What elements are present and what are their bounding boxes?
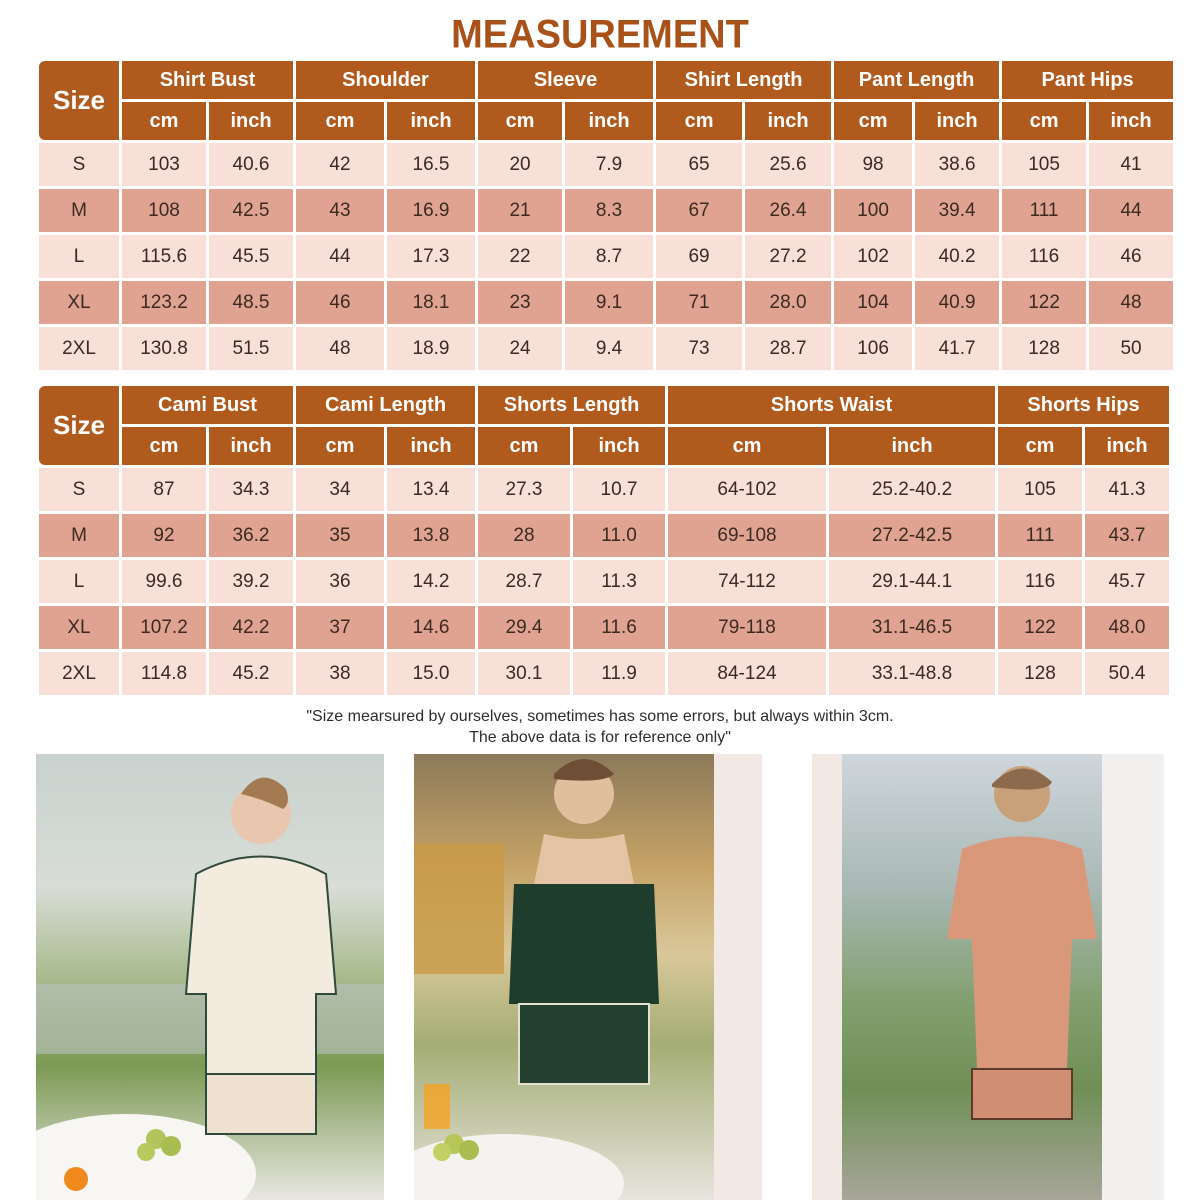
unit-header: cm — [478, 427, 570, 465]
measurement-cell: 46 — [1089, 235, 1173, 278]
measurement-cell: 50 — [1089, 327, 1173, 370]
note-line: The above data is for reference only" — [469, 729, 731, 746]
measurement-cell: 92 — [122, 514, 206, 557]
measurement-cell: 108 — [122, 189, 206, 232]
unit-header: cm — [296, 427, 384, 465]
measurement-cell: 21 — [478, 189, 562, 232]
measurement-cell: 9.1 — [565, 281, 653, 324]
column-group-header: Cami Length — [296, 386, 475, 424]
measurement-cell: 50.4 — [1085, 652, 1169, 695]
measurement-cell: 87 — [122, 468, 206, 511]
measurement-cell: 36.2 — [209, 514, 293, 557]
measurement-cell: 64-102 — [668, 468, 826, 511]
measurement-cell: 116 — [1002, 235, 1086, 278]
unit-header: inch — [1085, 427, 1169, 465]
measurement-cell: 114.8 — [122, 652, 206, 695]
measurement-cell: 43 — [296, 189, 384, 232]
measurement-cell: 36 — [296, 560, 384, 603]
measurement-cell: 13.4 — [387, 468, 475, 511]
measurement-cell: 24 — [478, 327, 562, 370]
measurement-cell: 48.0 — [1085, 606, 1169, 649]
measurement-cell: 48 — [1089, 281, 1173, 324]
size-cell: L — [39, 235, 119, 278]
measurement-cell: 14.6 — [387, 606, 475, 649]
column-group-header: Pant Length — [834, 61, 999, 99]
measurement-cell: 40.6 — [209, 143, 293, 186]
size-cell: S — [39, 143, 119, 186]
measurement-cell: 103 — [122, 143, 206, 186]
size-cell: 2XL — [39, 652, 119, 695]
table-row — [39, 189, 1173, 232]
measurement-cell: 65 — [656, 143, 742, 186]
product-photo-green-cami — [414, 754, 762, 1200]
model-illustration — [36, 754, 384, 1200]
measurement-cell: 18.9 — [387, 327, 475, 370]
measurement-cell: 122 — [998, 606, 1082, 649]
measurement-cell: 7.9 — [565, 143, 653, 186]
measurement-cell: 102 — [834, 235, 912, 278]
measurement-cell: 28.7 — [478, 560, 570, 603]
size-cell: M — [39, 514, 119, 557]
model-illustration — [414, 754, 762, 1200]
measurement-cell: 20 — [478, 143, 562, 186]
measurement-cell: 39.2 — [209, 560, 293, 603]
measurement-cell: 69 — [656, 235, 742, 278]
unit-header: cm — [656, 102, 742, 140]
unit-header: cm — [478, 102, 562, 140]
column-group-header: Shorts Hips — [998, 386, 1169, 424]
measurement-cell: 31.1-46.5 — [829, 606, 995, 649]
measurement-cell: 41 — [1089, 143, 1173, 186]
measurement-cell: 11.0 — [573, 514, 665, 557]
unit-header: inch — [387, 427, 475, 465]
size-cell: M — [39, 189, 119, 232]
column-group-header: Shirt Bust — [122, 61, 293, 99]
measurement-cell: 99.6 — [122, 560, 206, 603]
measurement-cell: 28.7 — [745, 327, 831, 370]
measurement-cell: 10.7 — [573, 468, 665, 511]
product-photo-pink-pajama — [812, 754, 1164, 1200]
table-row — [39, 327, 1173, 370]
measurement-cell: 41.3 — [1085, 468, 1169, 511]
unit-header: cm — [122, 102, 206, 140]
unit-header: inch — [209, 102, 293, 140]
measurement-cell: 29.4 — [478, 606, 570, 649]
measurement-cell: 26.4 — [745, 189, 831, 232]
unit-header: inch — [745, 102, 831, 140]
measurement-cell: 16.9 — [387, 189, 475, 232]
column-group-header: Shoulder — [296, 61, 475, 99]
unit-header: inch — [565, 102, 653, 140]
measurement-table-2 — [36, 383, 1172, 698]
measurement-cell: 100 — [834, 189, 912, 232]
measurement-cell: 11.6 — [573, 606, 665, 649]
size-cell: XL — [39, 606, 119, 649]
measurement-table-1 — [36, 58, 1176, 373]
table-row — [39, 560, 1169, 603]
measurement-cell: 45.7 — [1085, 560, 1169, 603]
measurement-cell: 98 — [834, 143, 912, 186]
unit-header: cm — [834, 102, 912, 140]
column-group-header: Sleeve — [478, 61, 653, 99]
column-group-header: Pant Hips — [1002, 61, 1173, 99]
measurement-cell: 29.1-44.1 — [829, 560, 995, 603]
measurement-cell: 122 — [1002, 281, 1086, 324]
unit-header: cm — [296, 102, 384, 140]
table-row — [39, 468, 1169, 511]
measurement-cell: 22 — [478, 235, 562, 278]
measurement-cell: 16.5 — [387, 143, 475, 186]
measurement-cell: 27.3 — [478, 468, 570, 511]
measurement-cell: 25.2-40.2 — [829, 468, 995, 511]
page-title: MEASUREMENT — [451, 12, 749, 58]
measurement-cell: 116 — [998, 560, 1082, 603]
measurement-cell: 128 — [998, 652, 1082, 695]
measurement-cell: 105 — [998, 468, 1082, 511]
measurement-cell: 23 — [478, 281, 562, 324]
measurement-cell: 71 — [656, 281, 742, 324]
column-group-header: Shirt Length — [656, 61, 831, 99]
column-group-header: Cami Bust — [122, 386, 293, 424]
model-illustration — [812, 754, 1164, 1200]
measurement-cell: 27.2-42.5 — [829, 514, 995, 557]
column-group-header: Shorts Length — [478, 386, 665, 424]
measurement-cell: 67 — [656, 189, 742, 232]
measurement-cell: 48.5 — [209, 281, 293, 324]
measurement-cell: 74-112 — [668, 560, 826, 603]
measurement-cell: 41.7 — [915, 327, 999, 370]
measurement-cell: 28 — [478, 514, 570, 557]
measurement-cell: 27.2 — [745, 235, 831, 278]
size-header: Size — [39, 61, 119, 140]
measurement-cell: 46 — [296, 281, 384, 324]
unit-header: inch — [915, 102, 999, 140]
measurement-cell: 17.3 — [387, 235, 475, 278]
measurement-cell: 35 — [296, 514, 384, 557]
column-group-header: Shorts Waist — [668, 386, 995, 424]
measurement-cell: 37 — [296, 606, 384, 649]
unit-header: inch — [1089, 102, 1173, 140]
table-row — [39, 606, 1169, 649]
unit-header: inch — [387, 102, 475, 140]
measurement-cell: 14.2 — [387, 560, 475, 603]
table-row — [39, 281, 1173, 324]
measurement-cell: 107.2 — [122, 606, 206, 649]
measurement-cell: 13.8 — [387, 514, 475, 557]
measurement-cell: 28.0 — [745, 281, 831, 324]
measurement-cell: 130.8 — [122, 327, 206, 370]
measurement-cell: 40.2 — [915, 235, 999, 278]
measurement-cell: 111 — [998, 514, 1082, 557]
measurement-cell: 38 — [296, 652, 384, 695]
size-disclaimer-note — [0, 706, 1200, 748]
unit-header: inch — [573, 427, 665, 465]
table-row — [39, 652, 1169, 695]
measurement-cell: 104 — [834, 281, 912, 324]
measurement-cell: 15.0 — [387, 652, 475, 695]
table-row — [39, 235, 1173, 278]
measurement-cell: 34 — [296, 468, 384, 511]
size-cell: 2XL — [39, 327, 119, 370]
measurement-cell: 38.6 — [915, 143, 999, 186]
measurement-cell: 11.3 — [573, 560, 665, 603]
size-cell: XL — [39, 281, 119, 324]
measurement-cell: 48 — [296, 327, 384, 370]
size-cell: S — [39, 468, 119, 511]
table-row — [39, 514, 1169, 557]
unit-header: cm — [122, 427, 206, 465]
unit-header: cm — [668, 427, 826, 465]
unit-header: cm — [1002, 102, 1086, 140]
measurement-cell: 106 — [834, 327, 912, 370]
measurement-cell: 44 — [296, 235, 384, 278]
measurement-cell: 42.2 — [209, 606, 293, 649]
measurement-cell: 42.5 — [209, 189, 293, 232]
measurement-cell: 25.6 — [745, 143, 831, 186]
measurement-cell: 69-108 — [668, 514, 826, 557]
measurement-cell: 73 — [656, 327, 742, 370]
size-header: Size — [39, 386, 119, 465]
unit-header: cm — [998, 427, 1082, 465]
product-photo-white-pajama — [36, 754, 384, 1200]
measurement-cell: 34.3 — [209, 468, 293, 511]
measurement-cell: 8.3 — [565, 189, 653, 232]
measurement-cell: 123.2 — [122, 281, 206, 324]
measurement-cell: 8.7 — [565, 235, 653, 278]
measurement-cell: 11.9 — [573, 652, 665, 695]
unit-header: inch — [209, 427, 293, 465]
measurement-cell: 51.5 — [209, 327, 293, 370]
unit-header: inch — [829, 427, 995, 465]
size-cell: L — [39, 560, 119, 603]
measurement-cell: 33.1-48.8 — [829, 652, 995, 695]
measurement-cell: 43.7 — [1085, 514, 1169, 557]
measurement-cell: 105 — [1002, 143, 1086, 186]
measurement-cell: 40.9 — [915, 281, 999, 324]
measurement-cell: 128 — [1002, 327, 1086, 370]
measurement-cell: 42 — [296, 143, 384, 186]
measurement-cell: 30.1 — [478, 652, 570, 695]
measurement-cell: 111 — [1002, 189, 1086, 232]
measurement-cell: 115.6 — [122, 235, 206, 278]
measurement-cell: 84-124 — [668, 652, 826, 695]
measurement-cell: 45.2 — [209, 652, 293, 695]
measurement-cell: 9.4 — [565, 327, 653, 370]
measurement-cell: 79-118 — [668, 606, 826, 649]
measurement-cell: 39.4 — [915, 189, 999, 232]
measurement-cell: 45.5 — [209, 235, 293, 278]
table-row — [39, 143, 1173, 186]
measurement-cell: 18.1 — [387, 281, 475, 324]
note-line: "Size mearsured by ourselves, sometimes has some errors, but always within 3cm. — [306, 708, 894, 725]
measurement-cell: 44 — [1089, 189, 1173, 232]
